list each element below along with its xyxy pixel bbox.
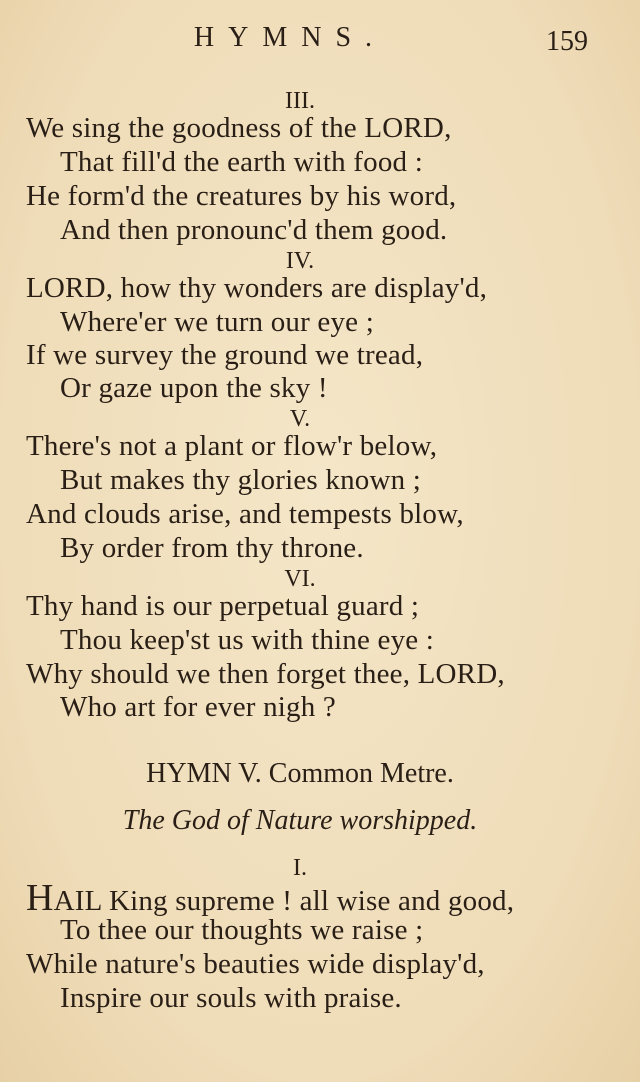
verse-line: Thy hand is our perpetual guard ; <box>26 590 420 622</box>
verse-line: Inspire our souls with praise. <box>60 982 402 1014</box>
verse-line: Or gaze upon the sky ! <box>60 372 328 404</box>
verse-line: While nature's beauties wide display'd, <box>26 948 485 980</box>
stanza-number: V. <box>289 406 311 432</box>
verse-line: Why should we then forget thee, LORD, <box>26 658 505 690</box>
stanza-number: VI. <box>284 566 316 592</box>
verse-line: Thou keep'st us with thine eye : <box>60 624 435 656</box>
page-number: 159 <box>546 26 588 57</box>
hymn-subtitle: The God of Nature worshipped. <box>122 805 478 836</box>
verse-line: Where'er we turn our eye ; <box>60 306 374 338</box>
verse-line: And clouds arise, and tempests blow, <box>26 498 464 530</box>
verse-line: We sing the goodness of the LORD, <box>26 112 452 144</box>
first-line-text: AIL King supreme ! all wise and good, <box>53 885 515 917</box>
verse-line: There's not a plant or flow'r below, <box>26 430 438 462</box>
verse-line: And then pronounc'd them good. <box>60 214 448 246</box>
verse-line: But makes thy glories known ; <box>60 464 422 496</box>
stanza-number: I. <box>293 855 307 881</box>
verse-line: By order from thy throne. <box>60 532 364 564</box>
running-title: HYMNS. <box>193 22 387 53</box>
verse-line: He form'd the creatures by his word, <box>26 180 457 212</box>
verse-line: That fill'd the earth with food : <box>60 146 423 178</box>
page-header <box>0 22 640 62</box>
drop-cap: H <box>26 877 54 919</box>
stanza-number: III. <box>285 88 315 114</box>
stanza-number: IV. <box>285 248 315 274</box>
verse-line: Who art for ever nigh ? <box>60 691 336 723</box>
verse-line: To thee our thoughts we raise ; <box>60 914 424 946</box>
verse-line: LORD, how thy wonders are display'd, <box>26 272 488 304</box>
hymn-title: HYMN V. Common Metre. <box>146 758 454 789</box>
verse-line: If we survey the ground we tread, <box>26 339 424 371</box>
